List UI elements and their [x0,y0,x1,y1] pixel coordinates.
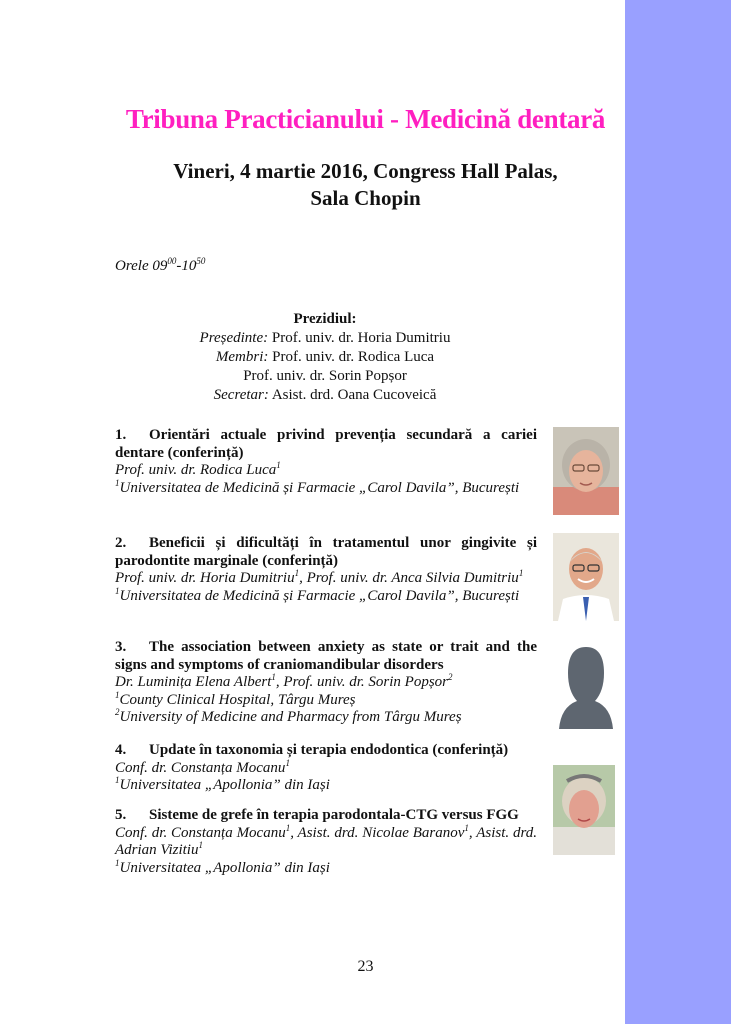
presidium-member-2: Prof. univ. dr. Sorin Popșor [243,368,407,384]
presidium [115,310,535,405]
speaker-photo-constanta-mocanu [553,765,615,855]
agenda-item-authors: Dr. Luminița Elena Albert$^1$, Prof. univ. dr. Sorin Popșor$^2$ [115,672,453,690]
presidium-president: Președinte: Prof. univ. dr. Horia Dumitriu [199,330,451,346]
agenda-item-affiliation: $^1$Universitatea „Apollonia” din Iași [115,775,330,793]
agenda-item-affiliation: $^1$Universitatea de Medicină și Farmacie „Carol Davila”, București [115,585,520,604]
agenda-item-title: 1. Orientări actuale privind prevenția secundară a cariei dentare (conferință) [115,427,537,461]
agenda-item-affiliation-2: $^2$University of Medicine and Pharmacy from Târgu Mureș [115,707,462,725]
agenda-item-title: 2. Beneficii și dificultăți în tratamentul unor gingivite și parodontite marginale (conferință) [115,535,537,569]
presidium-members: Membri: Prof. univ. dr. Rodica Luca [215,349,435,365]
session-date-venue: Vineri, 4 martie 2016, Congress Hall Palas, [173,159,558,183]
agenda-item-authors: Conf. dr. Constanța Mocanu$^1$ [115,757,290,776]
agenda-item-title: 5. Sisteme de grefe în terapia parodontala-CTG versus FGG [115,807,519,823]
speaker-photo-placeholder [553,637,619,729]
agenda-item-affiliation-1: $^1$County Clinical Hospital, Târgu Mureș [115,689,356,708]
side-color-bar [625,0,731,1024]
page-number: 23 [357,958,374,975]
session-info [0,158,731,212]
presidium-title: Prezidiul: [293,311,357,327]
session-hours: Orele $09^{00}-10^{50}$ [115,256,206,274]
presidium-secretary: Secretar: Asist. drd. Oana Cucoveică [213,387,437,403]
agenda-item-title: 4. Update în taxonomia și terapia endodontica (conferință) [115,742,509,758]
agenda-item-2 [115,535,537,605]
agenda-item-1 [115,427,537,497]
agenda-item-5 [115,807,537,877]
page-title: Tribuna Practicianului - Medicină dentară [125,104,606,134]
agenda-item-4 [115,742,537,795]
agenda-item-affiliation: $^1$Universitatea „Apollonia” din Iași [115,857,330,876]
agenda-item-authors: Prof. univ. dr. Rodica Luca$^1$ [115,460,281,478]
agenda-item-authors: Conf. dr. Constanța Mocanu$^1$, Asist. drd. Nicolae Baranov$^1$, Asist. drd. Adrian Vizitiu$^1$ [115,822,538,858]
speaker-photo-rodica-luca [553,427,619,515]
agenda-item-affiliation: $^1$Universitatea de Medicină și Farmacie „Carol Davila”, București [115,477,520,496]
session-room: Sala Chopin [310,186,421,210]
agenda-item-authors: Prof. univ. dr. Horia Dumitriu$^1$, Prof. univ. dr. Anca Silvia Dumitriu$^1$ [115,568,524,586]
speaker-photo-horia-dumitriu [553,533,619,621]
agenda-item-3 [115,639,537,727]
agenda-item-title: 3. The association between anxiety as state or trait and the signs and symptoms of craniomandibular disorders [115,639,537,673]
